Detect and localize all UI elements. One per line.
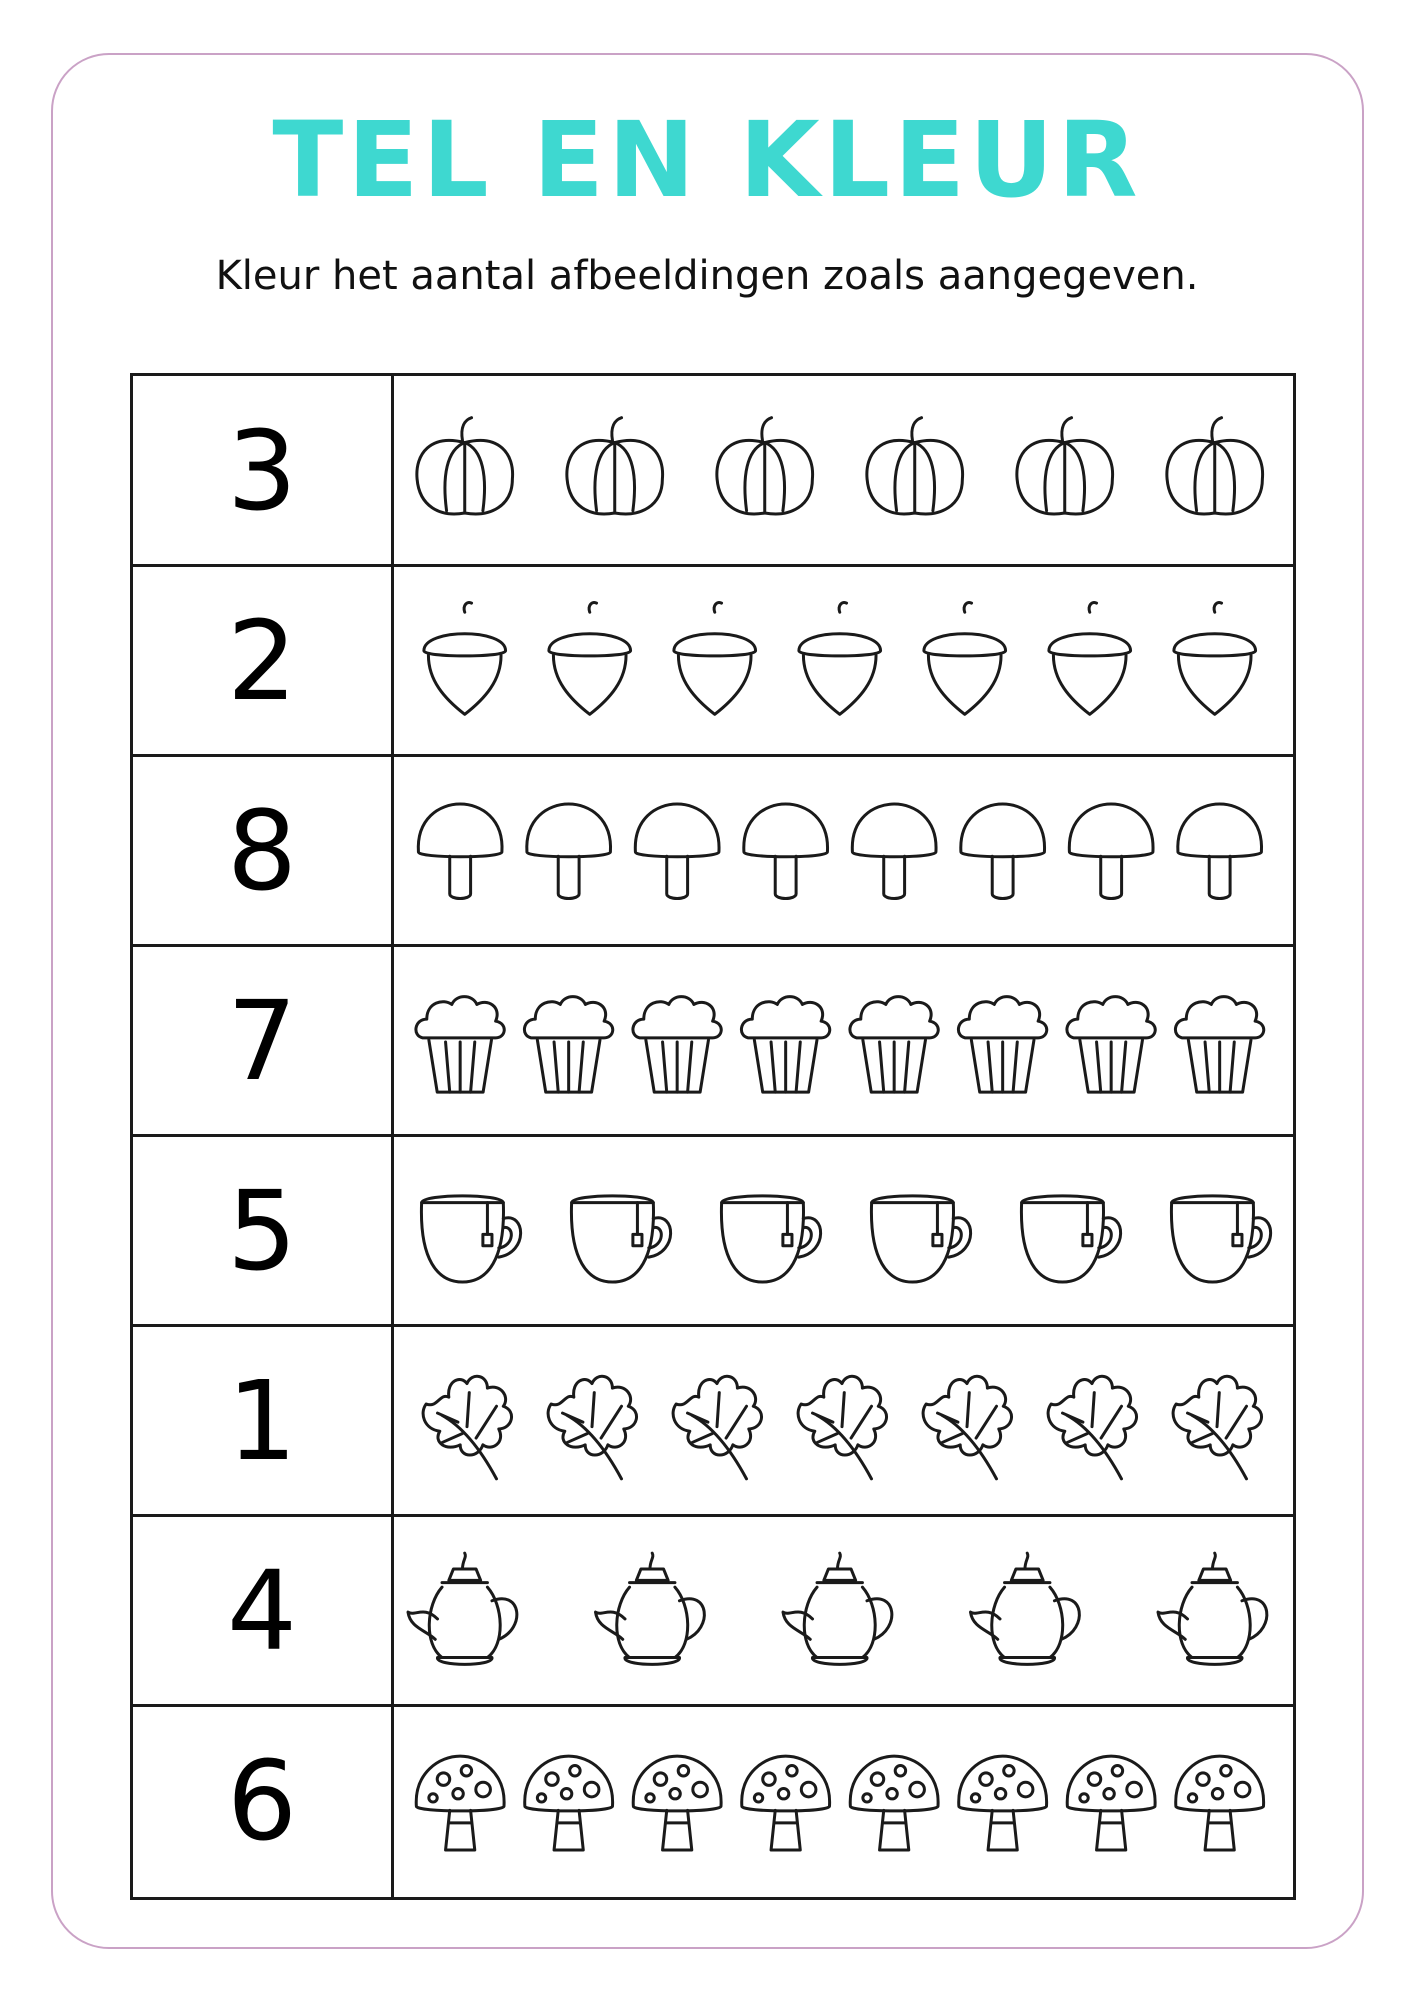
teacup-icon[interactable] (721, 1196, 820, 1282)
cupcake-icon[interactable] (416, 997, 504, 1092)
acorn-icon[interactable] (549, 603, 631, 715)
teacup-icon[interactable] (571, 1196, 670, 1282)
picture-cell (393, 1706, 1293, 1896)
row-divider (133, 1514, 1293, 1517)
worksheet-instruction: Kleur het aantal afbeeldingen zoals aangegeven. (215, 253, 1199, 299)
pumpkin-icon[interactable] (717, 418, 813, 514)
mushroom-icon[interactable] (1178, 804, 1262, 898)
acorn-icon[interactable] (1174, 603, 1256, 715)
acorn-icon[interactable] (799, 603, 881, 715)
target-number: 6 (227, 1737, 297, 1865)
toadstool-icon[interactable] (1067, 1756, 1155, 1850)
acorn-icon[interactable] (1049, 603, 1131, 715)
counting-table (130, 373, 1296, 1900)
cupcake-icon[interactable] (850, 997, 938, 1092)
acorn-icon[interactable] (924, 603, 1006, 715)
picture-cell (393, 376, 1293, 566)
toadstool-icon[interactable] (416, 1756, 504, 1850)
count-row (133, 376, 1293, 566)
target-number: 8 (227, 787, 297, 915)
count-row (133, 1706, 1293, 1896)
cupcake-icon[interactable] (958, 997, 1046, 1092)
target-number: 2 (227, 597, 297, 725)
target-number: 4 (227, 1547, 297, 1675)
picture-cell (393, 1326, 1293, 1516)
count-row (133, 756, 1293, 946)
teacup-icon[interactable] (1171, 1196, 1270, 1282)
mushroom-icon[interactable] (527, 804, 611, 898)
leaf-icon[interactable] (798, 1376, 886, 1479)
pumpkin-icon[interactable] (867, 418, 963, 514)
count-row (133, 1516, 1293, 1706)
leaf-icon[interactable] (548, 1376, 636, 1479)
leaf-icon[interactable] (423, 1376, 511, 1479)
leaf-icon[interactable] (673, 1376, 761, 1479)
teacup-icon[interactable] (1021, 1196, 1120, 1282)
toadstool-icon[interactable] (959, 1756, 1047, 1850)
teapot-icon[interactable] (408, 1553, 517, 1664)
row-divider (133, 1324, 1293, 1327)
count-row (133, 1326, 1293, 1516)
mushroom-icon[interactable] (1069, 804, 1153, 898)
worksheet-title: TEL EN KLEUR (272, 99, 1142, 221)
row-divider (133, 1704, 1293, 1707)
cupcake-icon[interactable] (633, 997, 721, 1092)
cupcake-icon[interactable] (1175, 997, 1263, 1092)
target-number: 1 (227, 1357, 297, 1485)
mushroom-icon[interactable] (635, 804, 719, 898)
leaf-icon[interactable] (1173, 1376, 1261, 1479)
count-row (133, 1136, 1293, 1326)
toadstool-icon[interactable] (633, 1756, 721, 1850)
count-row (133, 566, 1293, 756)
picture-cell (393, 946, 1293, 1136)
count-row (133, 946, 1293, 1136)
acorn-icon[interactable] (424, 603, 506, 715)
leaf-icon[interactable] (923, 1376, 1011, 1479)
pumpkin-icon[interactable] (1167, 418, 1263, 514)
cupcake-icon[interactable] (524, 997, 612, 1092)
mushroom-icon[interactable] (744, 804, 828, 898)
picture-cell (393, 1136, 1293, 1326)
target-number: 3 (227, 407, 297, 535)
teapot-icon[interactable] (1158, 1553, 1267, 1664)
teacup-icon[interactable] (421, 1196, 520, 1282)
toadstool-icon[interactable] (1176, 1756, 1264, 1850)
cupcake-icon[interactable] (741, 997, 829, 1092)
pumpkin-icon[interactable] (567, 418, 663, 514)
mushroom-icon[interactable] (418, 804, 502, 898)
picture-cell (393, 756, 1293, 946)
toadstool-icon[interactable] (742, 1756, 830, 1850)
row-divider (133, 754, 1293, 757)
mushroom-icon[interactable] (852, 804, 936, 898)
mushroom-icon[interactable] (961, 804, 1045, 898)
toadstool-icon[interactable] (525, 1756, 613, 1850)
pumpkin-icon[interactable] (417, 418, 513, 514)
row-divider (133, 564, 1293, 567)
target-number: 5 (227, 1167, 297, 1295)
leaf-icon[interactable] (1048, 1376, 1136, 1479)
row-divider (133, 944, 1293, 947)
toadstool-icon[interactable] (850, 1756, 938, 1850)
teapot-icon[interactable] (596, 1553, 705, 1664)
teapot-icon[interactable] (783, 1553, 892, 1664)
teacup-icon[interactable] (871, 1196, 970, 1282)
target-number: 7 (227, 977, 297, 1105)
pumpkin-icon[interactable] (1017, 418, 1113, 514)
row-divider (133, 1134, 1293, 1137)
teapot-icon[interactable] (971, 1553, 1080, 1664)
acorn-icon[interactable] (674, 603, 756, 715)
cupcake-icon[interactable] (1067, 997, 1155, 1092)
picture-cell (393, 566, 1293, 756)
picture-cell (393, 1516, 1293, 1706)
